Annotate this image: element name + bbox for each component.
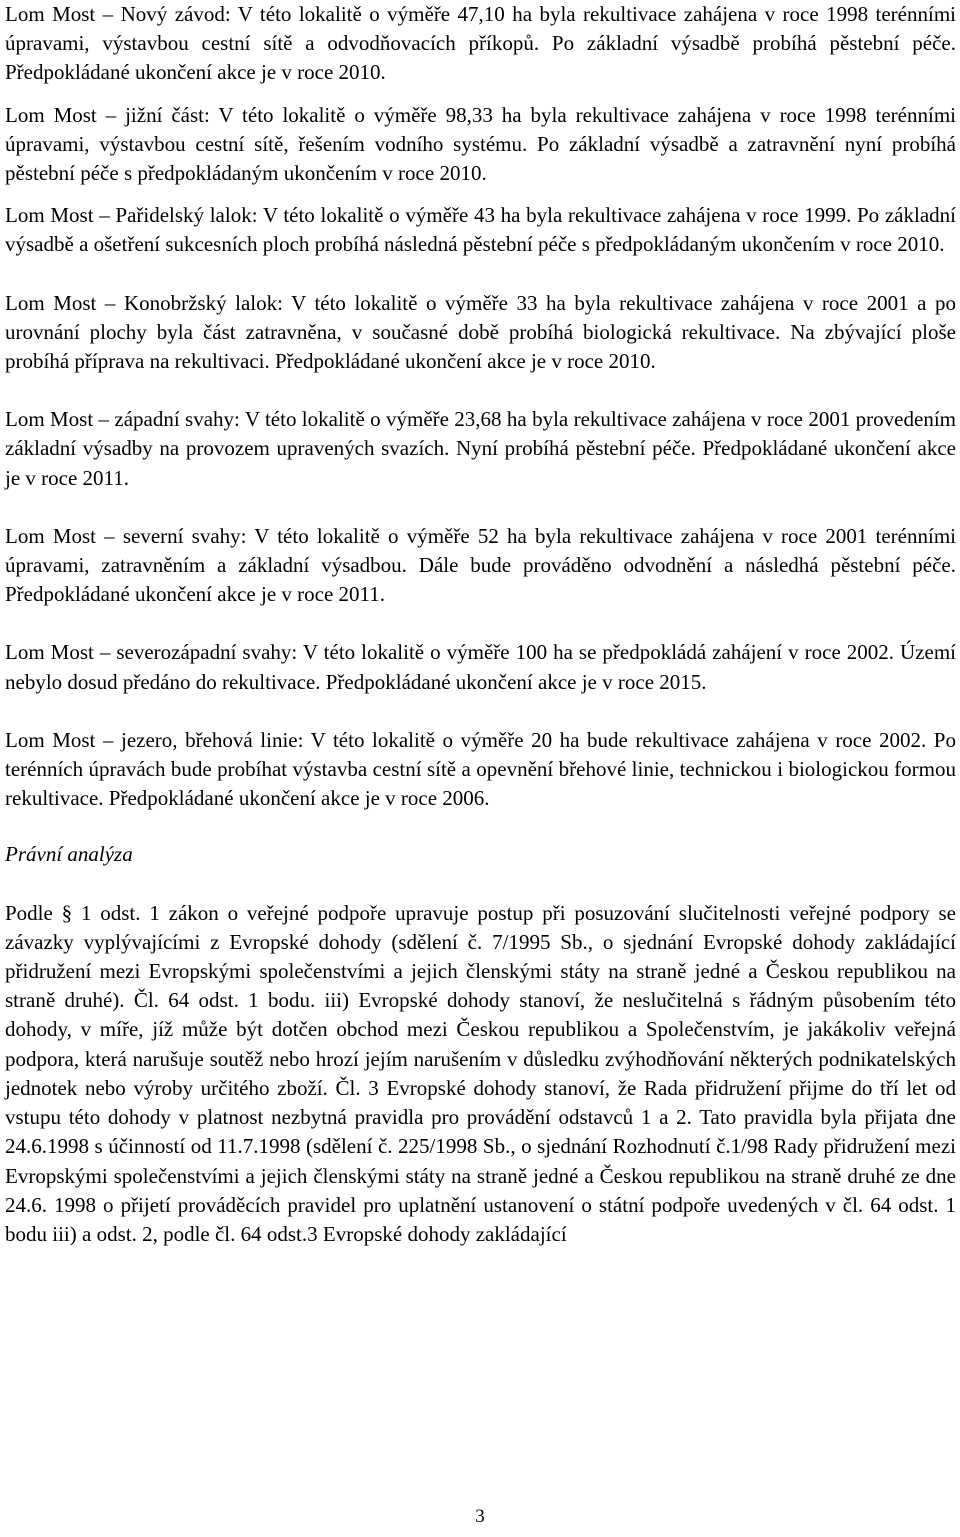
paragraph-lom-most-jizni-cast: Lom Most – jižní část: V této lokalitě o výměře 98,33 ha byla rekultivace zahájena v roce 1998 terénními úpravami, výstavbou cestní sítě, řešením vodního systému. Po základní výsadbě a zatravnění nyní probíhá pěstební péče s předpokládaným ukončením v roce 2010. [5,102,956,186]
document-page [5,0,956,1249]
paragraph-lom-most-novy-zavod: Lom Most – Nový závod: V této lokalitě o výměře 47,10 ha byla rekultivace zahájena v roce 1998 terénními úpravami, výstavbou cestní sítě a odvodňovacích příkopů. Po základní výsadbě probíhá pěstební péče. Předpokládané ukončení akce je v roce 2010. [5,2,956,85]
paragraph-lom-most-severozapadni-svahy: Lom Most – severozápadní svahy: V této lokalitě o výměře 100 ha se předpokládá zahájení v roce 2002. Území nebylo dosud předáno do rekultivace. Předpokládané ukončení akce je v roce 2015. [5,640,956,694]
paragraph-lom-most-konobrzsky-lalok: Lom Most – Konobržský lalok: V této lokalitě o výměře 33 ha byla rekultivace zahájena v roce 2001 a po urovnání plochy byla část zatravněna, v současné době probíhá biologická rekultivace. Na zbývající ploše probíhá příprava na rekultivaci. Předpokládané ukončení akce je v roce 2010. [5,290,956,374]
paragraph-lom-most-zapadni-svahy: Lom Most – západní svahy: V této lokalitě o výměře 23,68 ha byla rekultivace zahájena v roce 2001 provedením základní výsadby na provozem upravených svazích. Nyní probíhá pěstební péče. Předpokládané ukončení akce je v roce 2011. [5,407,956,490]
paragraph-lom-most-jezero: Lom Most – jezero, břehová linie: V této lokalitě o výměře 20 ha bude rekultivace zahájena v roce 2002. Po terénních úpravách bude probíhat výstavba cestní sítě a opevnění břehové linie, technickou i biologickou formou rekultivace. Předpokládané ukončení akce je v roce 2006. [5,727,956,811]
paragraph-lom-most-severni-svahy: Lom Most – severní svahy: V této lokalitě o výměře 52 ha byla rekultivace zahájena v roce 2001 terénními úpravami, zatravněním a základní výsadbou. Dále bude prováděno odvodnění a následhá pěstební péče. Předpokládané ukončení akce je v roce 2011. [5,523,956,607]
legal-analysis-paragraph: Podle § 1 odst. 1 zákon o veřejné podpoře upravuje postup při posuzování slučitelnosti veřejné podpory se závazky vyplývajícími z Evropské dohody (sdělení č. 7/1995 Sb., o sjednání Evropské dohody zakládající přidružení mezi Evropskými společenstvími a jejich členskými státy na straně jedné a Českou republikou na straně druhé). Čl. 64 odst. 1 bodu. iii) Evropské dohody stanoví, že neslučitelná s řádným působením této dohody, v míře, jíž může být dotčen obchod mezi Českou republikou a Společenstvím, je jakákoliv veřejná podpora, která narušuje soutěž nebo hrozí jejím narušením v důsledku zvýhodňování některých podnikatelských jednotek nebo výroby určitého zboží. Čl. 3 Evropské dohody stanoví, že Rada přidružení přijme do tří let od vstupu této dohody v platnost nezbytná pravidla pro provádění odstavců 1 a 2. Tato pravidla byla přijata dne 24.6.1998 s účinností od 11.7.1998 (sdělení č. 225/1998 Sb., o sjednání Rozhodnutí č.1/98 Rady přidružení mezi Evropskými společenstvími a jejich členskými státy na straně jedné a Českou republikou na straně druhé ze dne 24.6. 1998 o přijetí prováděcích pravidel pro uplatnění ustanovení o státní podpoře uvedených v čl. 64 odst. 1 bodu iii) a odst. 2, podle čl. 64 odst.3 Evropské dohody zakládající [5,900,956,1246]
page-number: 3 [475,1506,485,1527]
section-heading: Právní analýza [5,842,133,867]
paragraph-lom-most-paridelsky-lalok: Lom Most – Pařidelský lalok: V této lokalitě o výměře 43 ha byla rekultivace zahájena v roce 1999. Po základní výsadbě a ošetření sukcesních ploch probíhá následná pěstební péče s předpokládaným ukončením v roce 2010. [5,203,956,257]
